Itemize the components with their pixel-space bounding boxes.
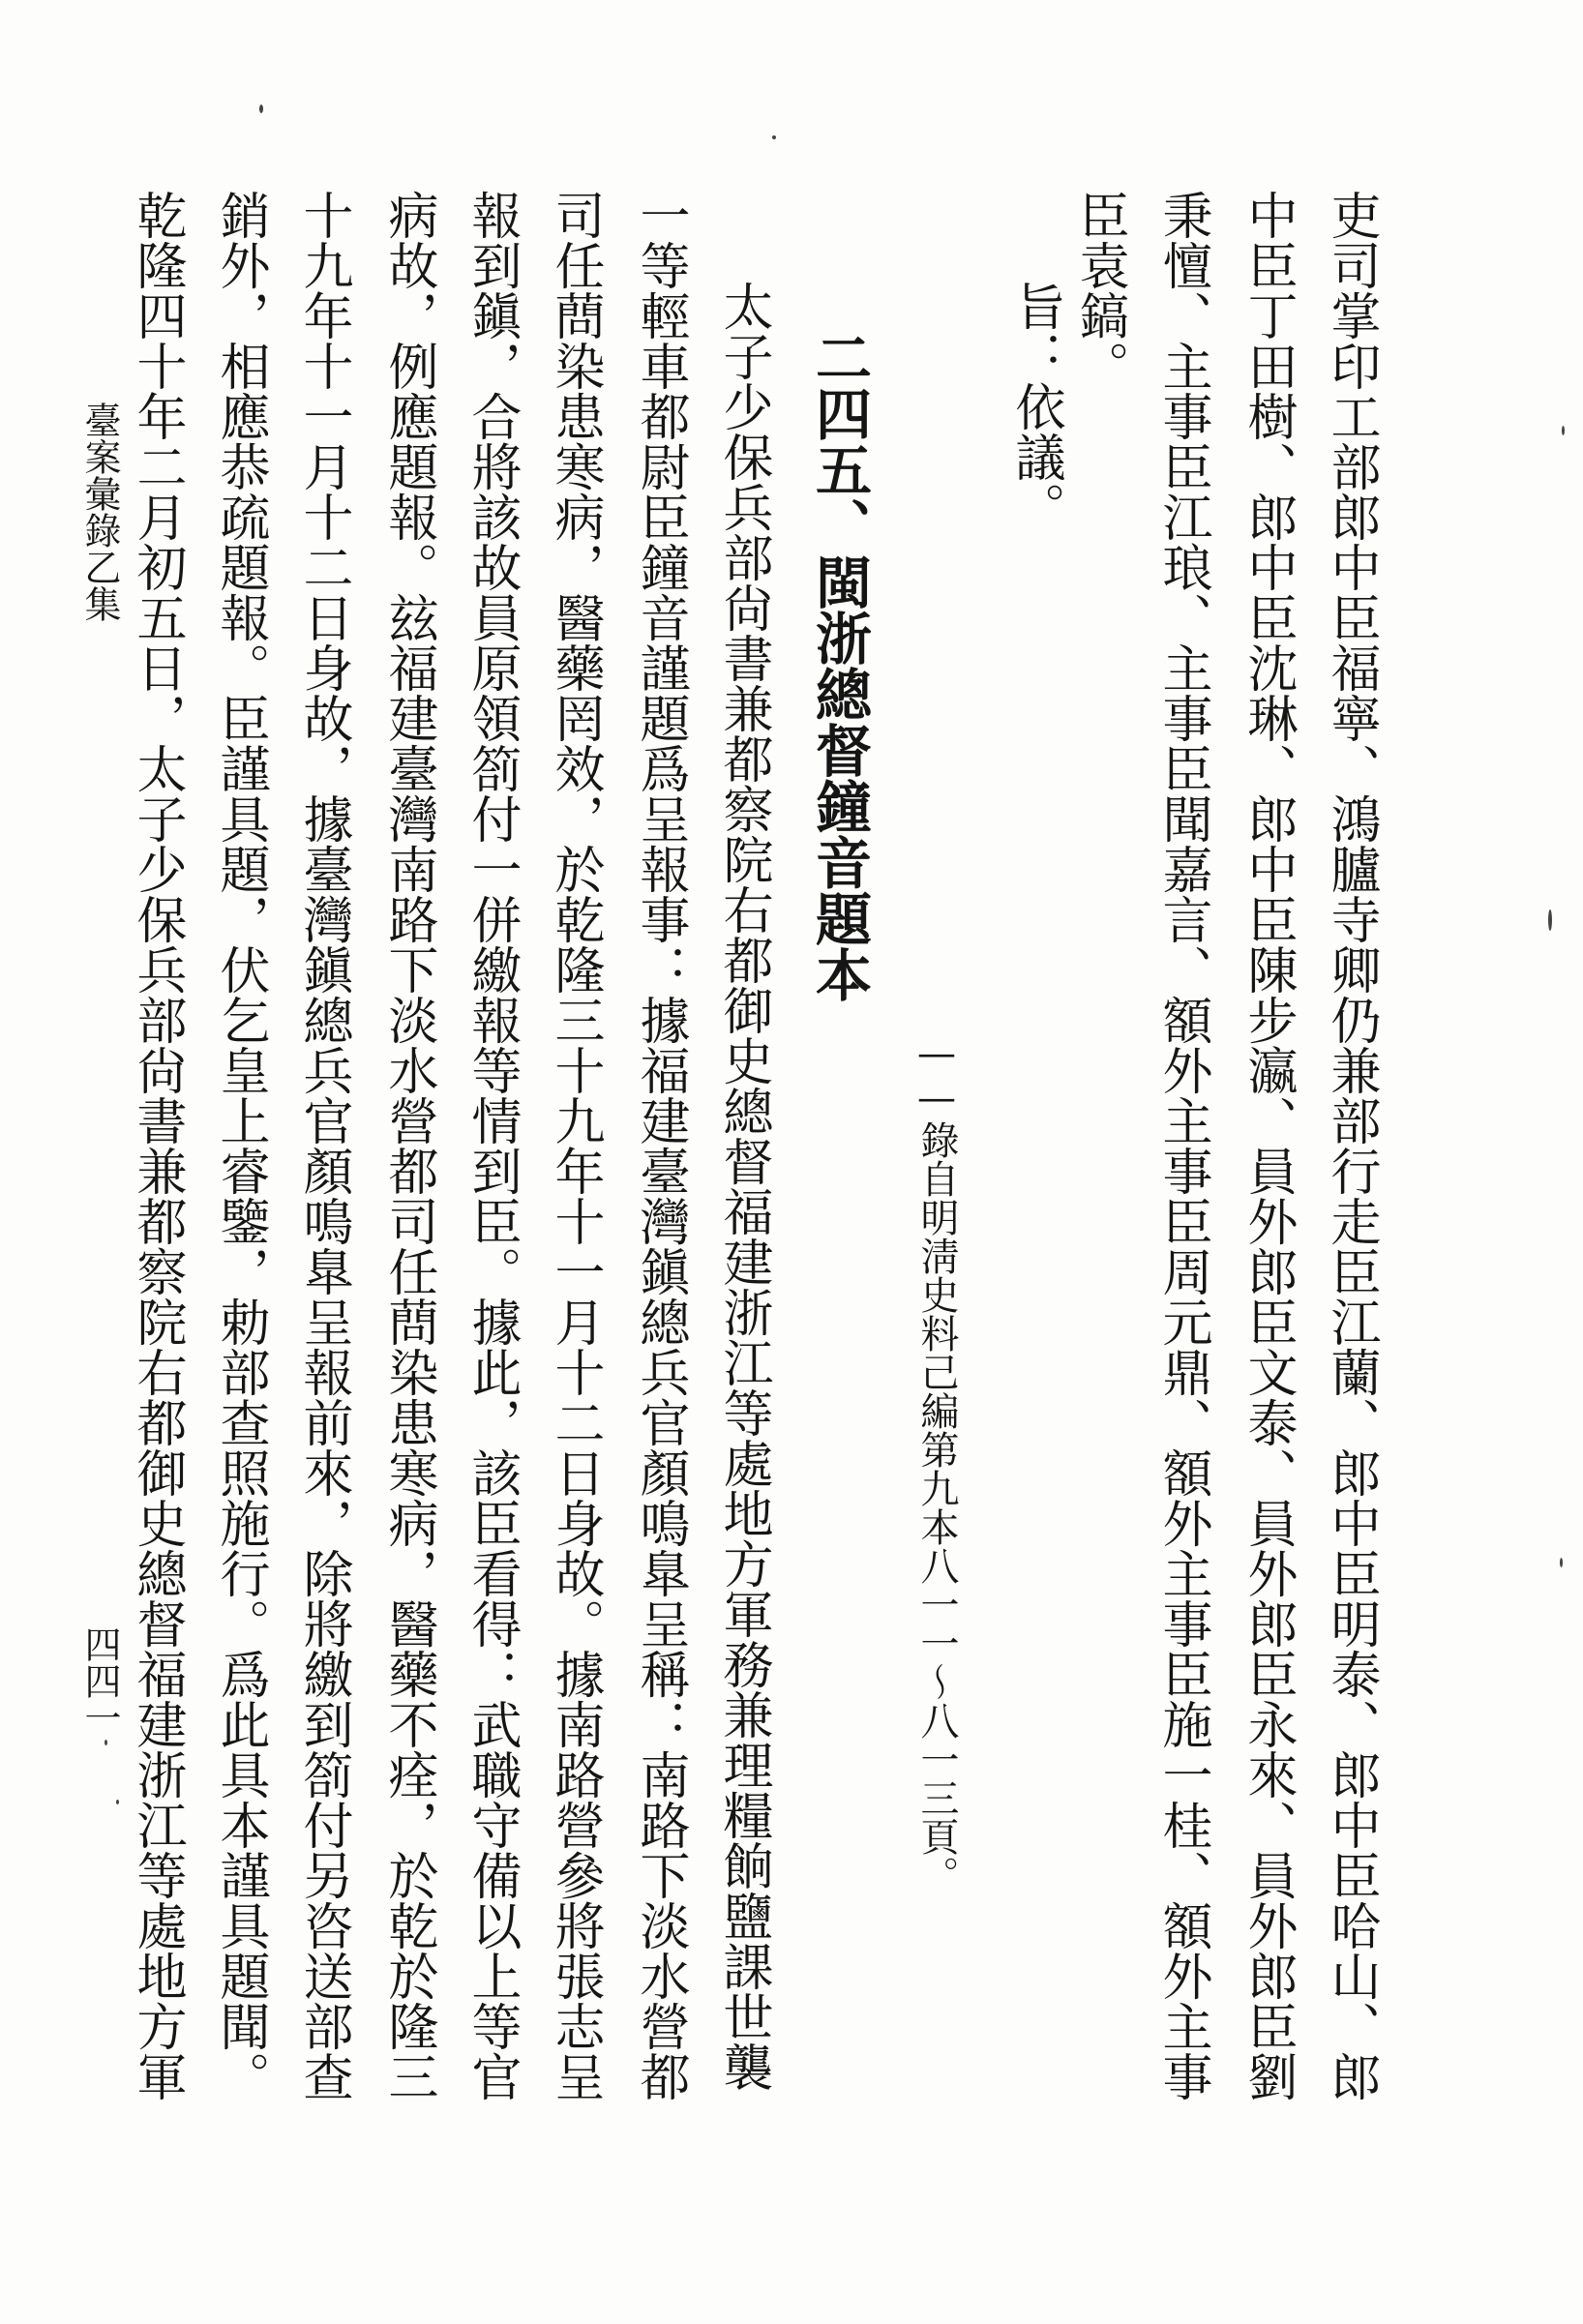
main-text-column-7: 銷外，相應恭疏題報。臣謹具題，伏乞皇上睿鑒，勅部查照施行。爲此具本謹具題聞。 xyxy=(211,190,269,2101)
upper-text-column-1: 吏司掌印工部郎中臣福寧、鴻臚寺卿仍兼部行走臣江蘭、郎中臣明泰、郎中臣哈山、郎 xyxy=(1322,190,1380,2101)
section-title: 二四五、閩浙總督鐘音題本 xyxy=(806,329,872,1002)
main-text-column-1: 太子少保兵部尙書兼都察院右都御史總督福建浙江等處地方軍務兼理糧餉鹽課世襲 xyxy=(714,281,772,2092)
main-text-column-6: 十九年十一月十二日身故，據臺灣鎭總兵官顏鳴臯呈報前來，除將繳到箚付另咨送部查 xyxy=(294,190,352,2101)
scan-speck xyxy=(1548,909,1552,931)
scan-speck xyxy=(116,1800,119,1804)
main-text-column-8: 乾隆四十年二月初五日，太子少保兵部尙書兼都察院右都御史總督福建浙江等處地方軍 xyxy=(128,190,186,2101)
scan-speck xyxy=(259,104,263,113)
source-citation: ——錄自明淸史料己編第九本八一一～八一三頁。 xyxy=(914,1031,959,1894)
upper-text-column-4: 臣袁鎬。 xyxy=(1070,190,1128,391)
book-title: 臺案彙錄乙集 xyxy=(78,402,121,622)
main-text-column-3: 司任蔄染患寒病，醫藥罔效，於乾隆三十九年十一月十二日身故。據南路營參將張志呈 xyxy=(546,190,604,2101)
upper-text-column-2: 中臣丁田樹、郎中臣沈琳、郎中臣陳步瀛、員外郎臣文泰、員外郎臣永來、員外郎臣劉 xyxy=(1239,190,1297,2101)
main-text-column-5: 病故，例應題報。玆福建臺灣南路下淡水營都司任蔄染患寒病，醫藥不痊，於乾於隆三 xyxy=(379,190,437,2101)
scan-speck xyxy=(105,1740,107,1745)
scan-speck xyxy=(1560,1558,1563,1567)
edict-line: 旨：依議。 xyxy=(1006,281,1064,532)
main-text-column-2: 一等輕車都尉臣鐘音謹題爲呈報事：據福建臺灣鎭總兵官顏鳴臯呈稱：南路下淡水營都 xyxy=(631,190,689,2101)
scan-speck xyxy=(1562,426,1565,435)
page-number: 四四一 xyxy=(78,1625,121,1736)
scan-speck xyxy=(772,135,776,139)
main-text-column-4: 報到鎭，合將該故員原領箚付一併繳報等情到臣。據此，該臣看得：武職守備以上等官 xyxy=(463,190,521,2101)
upper-text-column-3: 秉憻、主事臣江琅、主事臣聞嘉言、額外主事臣周元鼎、額外主事臣施一桂、額外主事 xyxy=(1153,190,1211,2101)
